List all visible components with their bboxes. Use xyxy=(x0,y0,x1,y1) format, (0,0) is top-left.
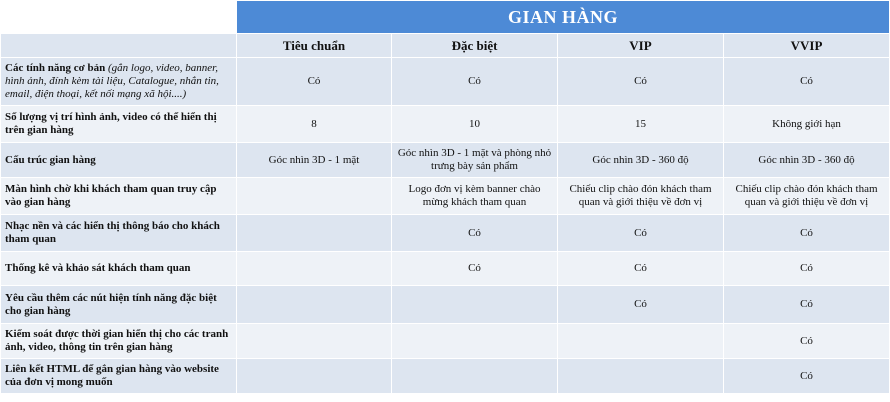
table-row xyxy=(1,286,890,324)
column-header-vip: VIP xyxy=(558,34,724,58)
feature-label: Thống kê và khảo sát khách tham quan xyxy=(1,252,237,286)
feature-label: Cấu trúc gian hàng xyxy=(1,143,237,178)
value-cell xyxy=(392,286,558,324)
value-cell: Có xyxy=(392,215,558,252)
value-cell: Logo đơn vị kèm banner chào mừng khách tham quan xyxy=(392,178,558,215)
feature-label xyxy=(1,58,237,106)
value-cell: Góc nhìn 3D - 1 mặt xyxy=(237,143,392,178)
feature-label: Liên kết HTML để gắn gian hàng vào website của đơn vị mong muốn xyxy=(1,359,237,394)
title-row xyxy=(1,1,890,34)
value-cell: Có xyxy=(558,215,724,252)
table-row xyxy=(1,143,890,178)
table-row xyxy=(1,359,890,394)
column-header-special: Đặc biệt xyxy=(392,34,558,58)
value-cell: Góc nhìn 3D - 360 độ xyxy=(724,143,890,178)
value-cell xyxy=(558,359,724,394)
table-row xyxy=(1,58,890,106)
value-cell: Có xyxy=(392,252,558,286)
header-row xyxy=(1,34,890,58)
corner-cell xyxy=(1,1,237,34)
value-cell: Có xyxy=(724,58,890,106)
column-header-standard: Tiêu chuẩn xyxy=(237,34,392,58)
table-row xyxy=(1,215,890,252)
value-cell: 15 xyxy=(558,106,724,143)
feature-label: Kiểm soát được thời gian hiển thị cho các tranh ảnh, video, thông tin trên gian hàng xyxy=(1,324,237,359)
value-cell xyxy=(237,215,392,252)
value-cell: Có xyxy=(724,324,890,359)
value-cell: Có xyxy=(558,286,724,324)
value-cell: Có xyxy=(392,58,558,106)
value-cell: Không giới hạn xyxy=(724,106,890,143)
feature-title: Các tính năng cơ bản xyxy=(5,62,106,74)
value-cell: 8 xyxy=(237,106,392,143)
value-cell: Có xyxy=(237,58,392,106)
value-cell xyxy=(392,324,558,359)
value-cell xyxy=(558,324,724,359)
value-cell xyxy=(237,252,392,286)
value-cell xyxy=(237,324,392,359)
table-title: GIAN HÀNG xyxy=(237,1,890,34)
table-row xyxy=(1,252,890,286)
value-cell: Chiếu clip chào đón khách tham quan và giới thiệu về đơn vị xyxy=(558,178,724,215)
value-cell xyxy=(237,286,392,324)
feature-label: Màn hình chờ khi khách tham quan truy cập vào gian hàng xyxy=(1,178,237,215)
value-cell: Có xyxy=(724,286,890,324)
value-cell: Góc nhìn 3D - 360 độ xyxy=(558,143,724,178)
value-cell xyxy=(237,178,392,215)
header-corner-cell xyxy=(1,34,237,58)
value-cell: Có xyxy=(558,252,724,286)
value-cell: Có xyxy=(724,252,890,286)
value-cell xyxy=(237,359,392,394)
table-row xyxy=(1,178,890,215)
value-cell: Có xyxy=(558,58,724,106)
value-cell xyxy=(392,359,558,394)
feature-note: (gắn logo, video, banner, hình ảnh, đính kèm tài liệu, Catalogue, nhắn tin, email, điện thoại, kết nối mạng xã hội....) xyxy=(5,62,219,100)
value-cell: 10 xyxy=(392,106,558,143)
feature-label: Nhạc nền và các hiển thị thông báo cho khách tham quan xyxy=(1,215,237,252)
table-row xyxy=(1,106,890,143)
value-cell: Có xyxy=(724,359,890,394)
feature-label: Số lượng vị trí hình ảnh, video có thể hiển thị trên gian hàng xyxy=(1,106,237,143)
value-cell: Góc nhìn 3D - 1 mặt và phòng nhỏ trưng bày sản phẩm xyxy=(392,143,558,178)
table-row xyxy=(1,324,890,359)
value-cell: Có xyxy=(724,215,890,252)
column-header-vvip: VVIP xyxy=(724,34,890,58)
value-cell: Chiếu clip chào đón khách tham quan và giới thiệu về đơn vị xyxy=(724,178,890,215)
feature-label: Yêu cầu thêm các nút hiện tính năng đặc biệt cho gian hàng xyxy=(1,286,237,324)
